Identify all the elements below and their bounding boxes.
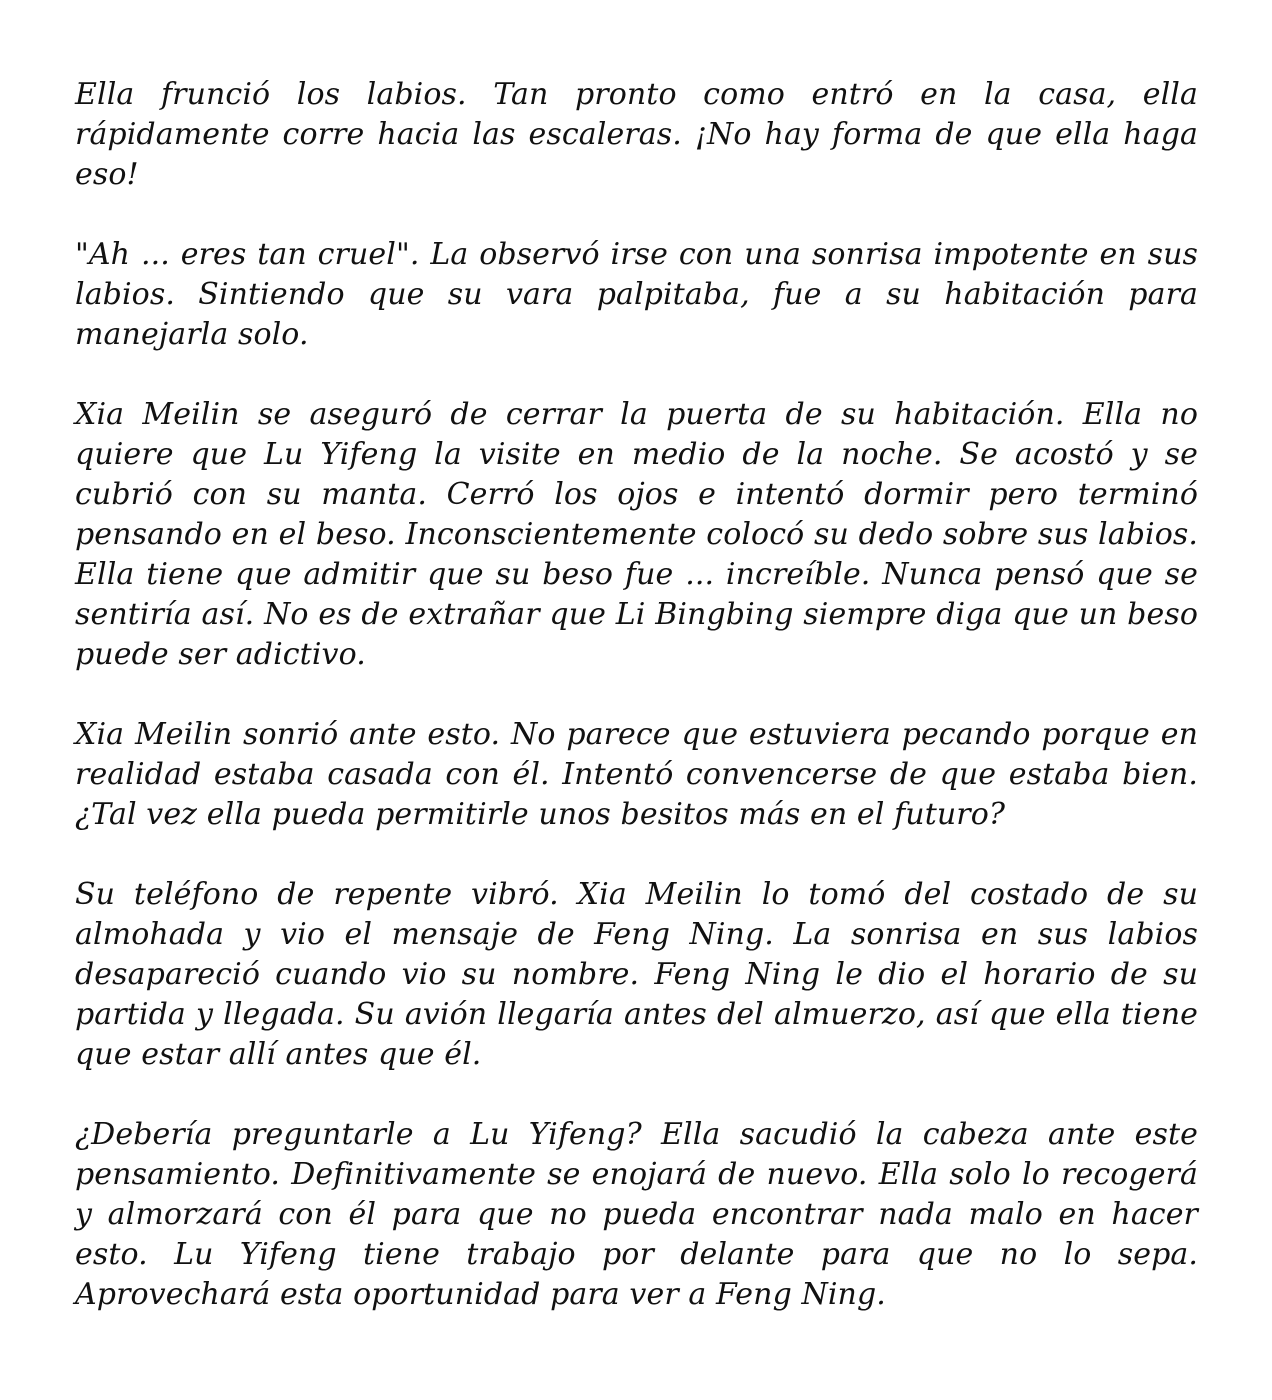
paragraph: Xia Meilin se aseguró de cerrar la puerta de su habitación. Ella no quiere que Lu Yifeng la visite en medio de la noche. Se acostó y se cubrió con su manta. Cerró los ojos e intentó dormir pero terminó pensando en el beso. Inconscientemente colocó su dedo sobre sus labios. Ella tiene que admitir que su beso fue ... increíble. Nunca pensó que se sentiría así. No es de extrañar que Li Bingbing siempre diga que un beso puede ser adictivo. [75, 397, 1198, 672]
paragraph: Ella frunció los labios. Tan pronto como entró en la casa, ella rápidamente corre hacia las escaleras. ¡No hay forma de que ella haga eso! [75, 77, 1198, 192]
document-page [75, 75, 1198, 1355]
paragraph: "Ah ... eres tan cruel". La observó irse con una sonrisa impotente en sus labios. Sintiendo que su vara palpitaba, fue a su habitación para manejarla solo. [75, 237, 1198, 352]
paragraph: Xia Meilin sonrió ante esto. No parece que estuviera pecando porque en realidad estaba casada con él. Intentó convencerse de que estaba bien. ¿Tal vez ella pueda permitirle unos besitos más en el futuro? [75, 717, 1198, 832]
paragraph: Su teléfono de repente vibró. Xia Meilin lo tomó del costado de su almohada y vio el mensaje de Feng Ning. La sonrisa en sus labios desapareció cuando vio su nombre. Feng Ning le dio el horario de su partida y llegada. Su avión llegaría antes del almuerzo, así que ella tiene que estar allí antes que él. [75, 877, 1198, 1072]
paragraph: ¿Debería preguntarle a Lu Yifeng? Ella sacudió la cabeza ante este pensamiento. Definitivamente se enojará de nuevo. Ella solo lo recogerá y almorzará con él para que no pueda encontrar nada malo en hacer esto. Lu Yifeng tiene trabajo por delante para que no lo sepa. Aprovechará esta oportunidad para ver a Feng Ning. [75, 1117, 1198, 1312]
